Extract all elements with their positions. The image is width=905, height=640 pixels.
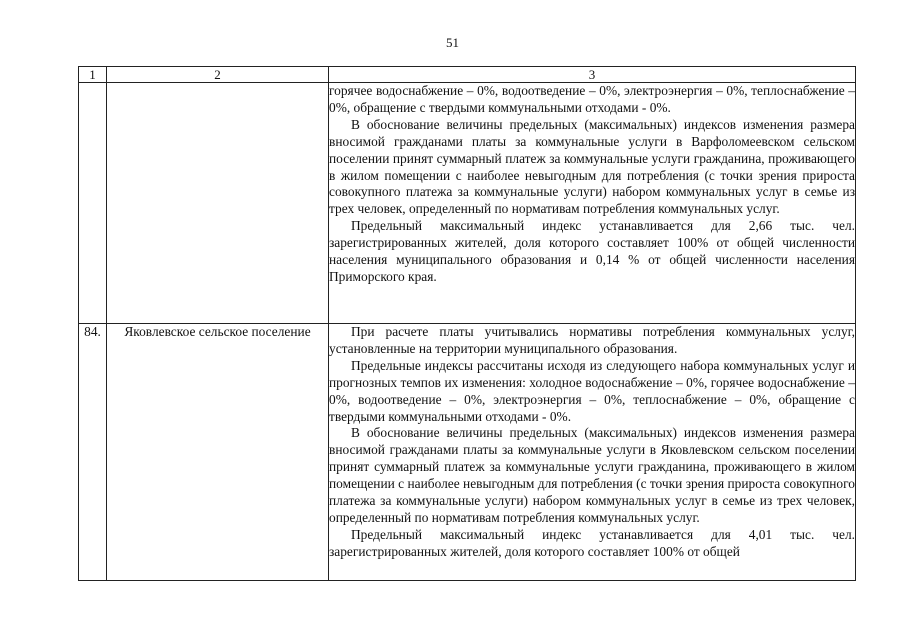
table-row	[79, 83, 856, 324]
paragraph: горячее водоснабжение – 0%, водоотведение – 0%, электроэнергия – 0%, теплоснабжение – 0%, обращение с твердыми коммунальными отходами - 0%.	[329, 83, 855, 115]
paragraph: В обоснование величины предельных (максимальных) индексов изменения размера вносимой гражданами платы за коммунальные услуги в Варфоломеевском сельском поселении принят суммарный платеж за коммунальные услуги гражданина, проживающего в жилом помещении с наиболее невыгодным для потребления (с точки зрения прироста совокупного платежа за коммунальные услуги) набором коммунальных услуг в семье из трех человек, определенный по нормативам потребления коммунальных услуг.	[329, 116, 855, 217]
settlement-name: Яковлевское сельское поселение	[107, 324, 329, 581]
row-number: 84.	[79, 324, 107, 581]
paragraph: При расчете платы учитывались нормативы потребления коммунальных услуг, установленные на территории муниципального образования.	[329, 324, 855, 356]
paragraph: В обоснование величины предельных (максимальных) индексов изменения размера вносимой гражданами платы за коммунальные услуги в Яковлевском сельском поселении принят суммарный платеж за коммунальные услуги гражданина, проживающего в жилом помещении с наиболее невыгодным для потребления (с точки зрения прироста совокупного платежа за коммунальные услуги) набором коммунальных услуг в семье из трех человек, определенный по нормативам потребления коммунальных услуг.	[329, 425, 855, 525]
settlement-name	[107, 83, 329, 324]
indices-table	[78, 66, 856, 581]
row-number	[79, 83, 107, 324]
row-description	[329, 324, 856, 581]
table-header-row	[79, 67, 856, 83]
table-row	[79, 324, 856, 581]
paragraph: Предельный максимальный индекс устанавливается для 2,66 тыс. чел. зарегистрированных жителей, доля которого составляет 100% от общей численности населения муниципального образования и 0,14 % от общей численности населения Приморского края.	[329, 218, 855, 284]
row-description	[329, 83, 856, 324]
header-col-3: 3	[329, 67, 856, 83]
page-number: 51	[446, 35, 459, 50]
paragraph: Предельные индексы рассчитаны исходя из следующего набора коммунальных услуг и прогнозных темпов их изменения: холодное водоснабжение – 0%, горячее водоснабжение – 0%, водоотведение – 0%, электроэнергия – 0%, теплоснабжение – 0%, обращение с твердыми коммунальными отходами - 0%.	[329, 357, 855, 424]
header-col-2: 2	[107, 67, 329, 83]
header-col-1: 1	[79, 67, 107, 83]
paragraph: Предельный максимальный индекс устанавливается для 4,01 тыс. чел. зарегистрированных жителей, доля которого составляет 100% от общей	[329, 526, 855, 559]
